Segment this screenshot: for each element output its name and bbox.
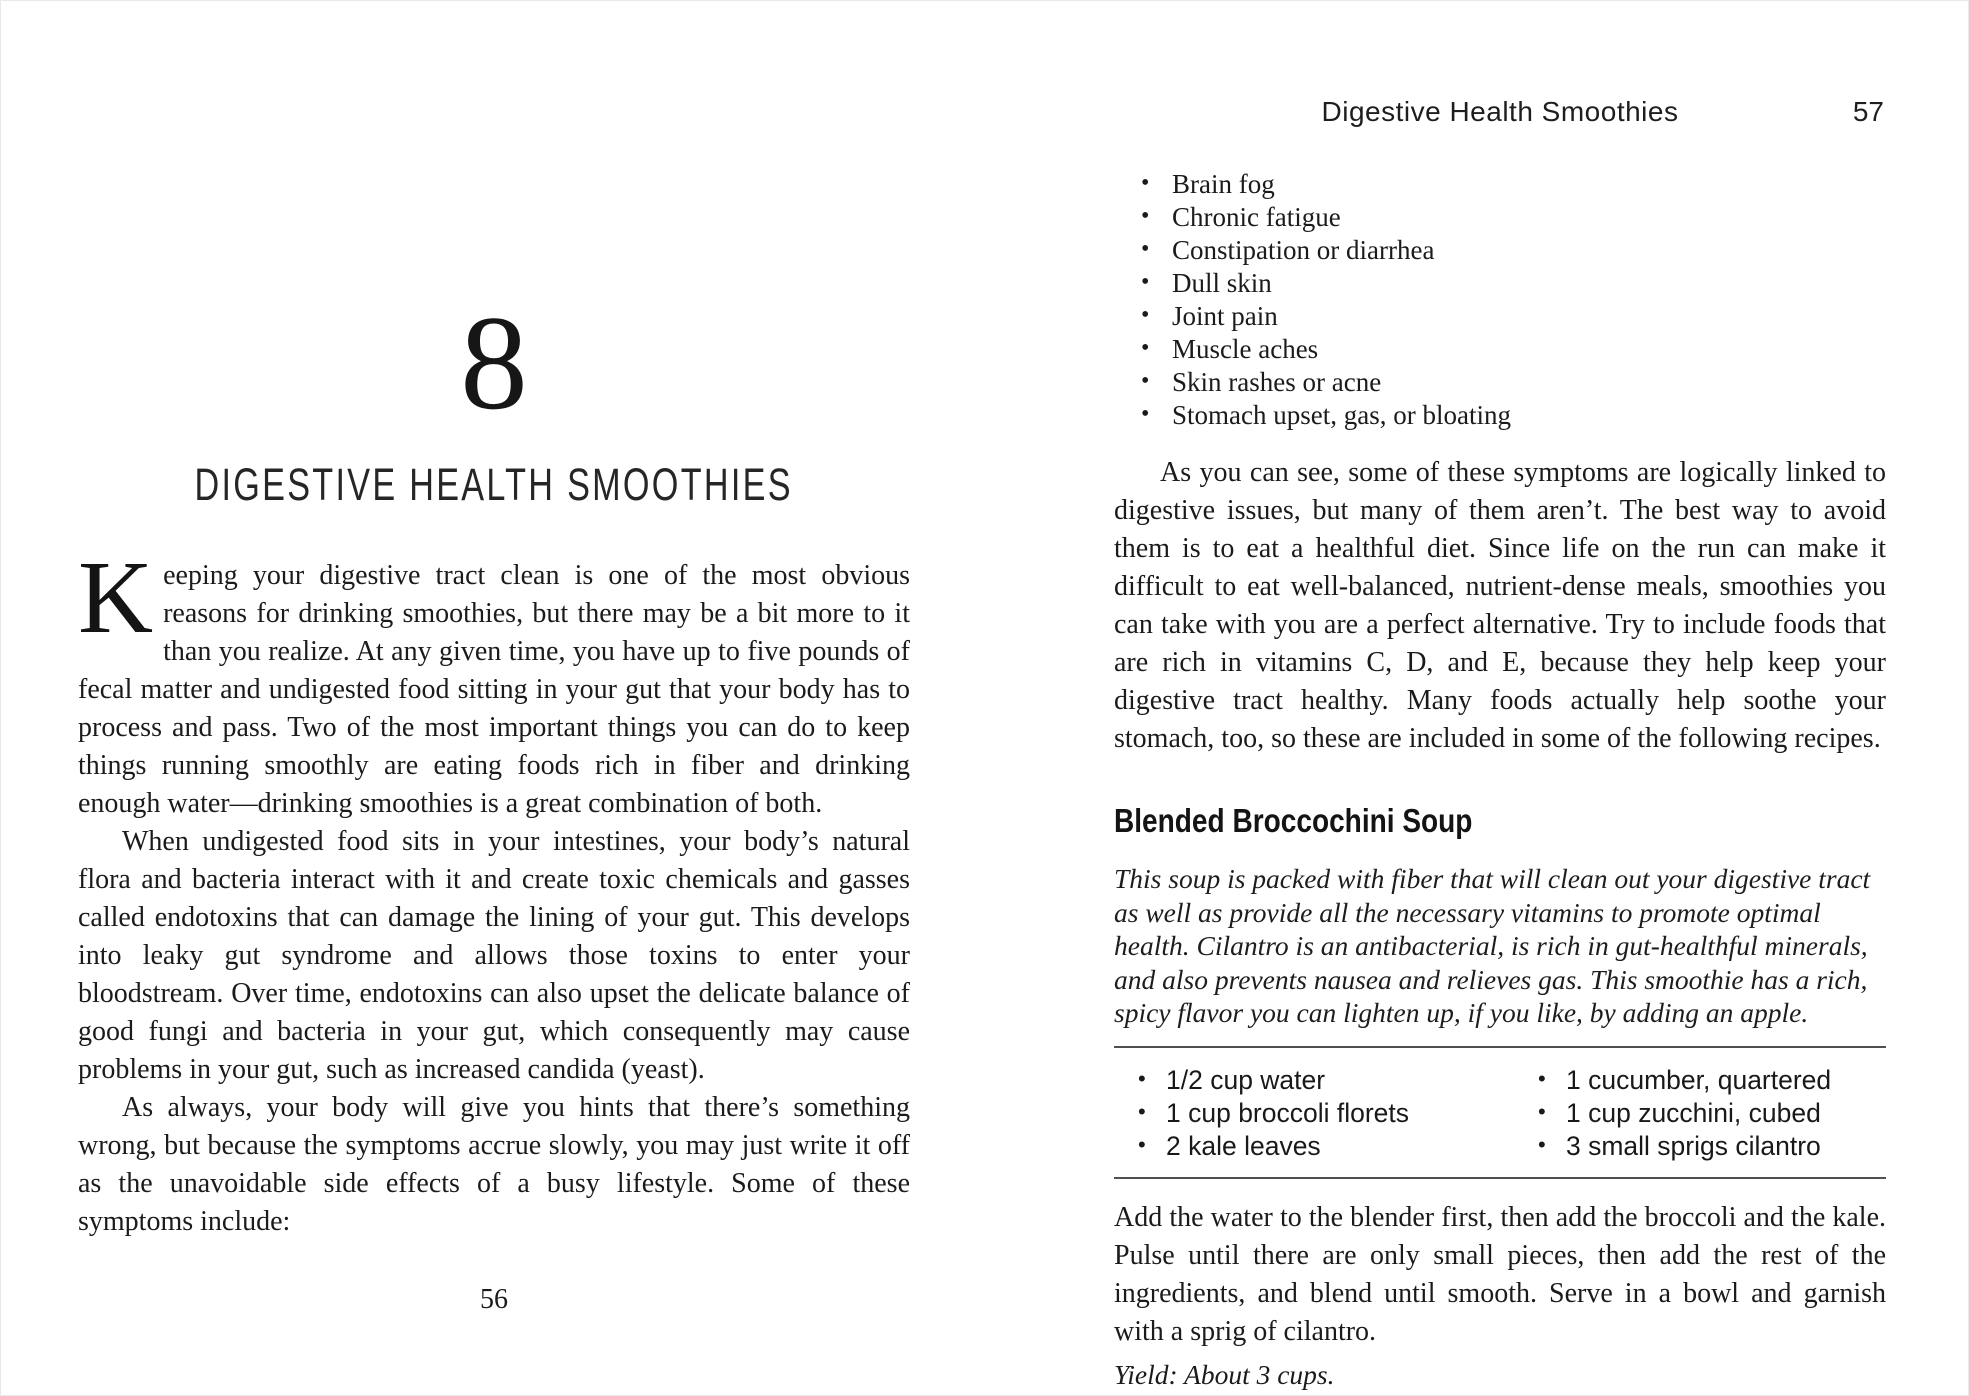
chapter-intro-text [78, 540, 910, 1241]
ingredient-item: • 3 small sprigs cilantro [1514, 1130, 1886, 1163]
symptom-item: • Chronic fatigue [1114, 201, 1886, 234]
intro-paragraph-3: As always, your body will give you hints that there’s something wrong, but because the symptoms accrue slowly, you may just write it off as the unavoidable side effects of a busy lifestyle. Some of these symptoms include: [78, 1092, 910, 1237]
right-page [1114, 0, 1886, 1396]
page-number-left: 56 [480, 1284, 508, 1315]
left-page [78, 0, 910, 1396]
page-number-right: 57 [1852, 96, 1884, 127]
running-head-title: Digestive Health Smoothies [1321, 96, 1679, 127]
intro-paragraph-1 [78, 540, 910, 823]
ingredients-list [1114, 1048, 1886, 1177]
drop-cap: K [78, 540, 154, 655]
intro-paragraph-2: When undigested food sits in your intestines, your body’s natural flora and bacteria interact with it and create toxic chemicals and gasses called endotoxins that can damage the lining of your gut. This develops into leaky gut syndrome and allows those toxins to enter your bloodstream. Over time, endotoxins can also upset the delicate balance of good fungi and bacteria in your gut, which consequently may cause problems in your gut, such as increased candida (yeast). [78, 826, 910, 1085]
recipe-instructions: Add the water to the blender first, then add the broccoli and the kale. Pulse until there are only small pieces, then add the rest of the ingredients, and blend until smooth. Serve in a bowl and garnish with a sprig of cilantro. [1114, 1201, 1886, 1347]
body-paragraph: As you can see, some of these symptoms are logically linked to digestive issues, but many of them aren’t. The best way to avoid them is to eat a healthful diet. Since life on the run can make it difficult to eat well-balanced, nutrient-dense meals, smoothies you can take with you are a perfect alternative. Try to include foods that are rich in vitamins C, D, and E, because they help keep your digestive tract healthy. Many foods actually help soothe your stomach, too, so these are included in some of the following recipes. [1114, 457, 1886, 754]
ingredient-item: • 1 cup broccoli florets [1114, 1097, 1514, 1130]
symptom-item: • Constipation or diarrhea [1114, 234, 1886, 267]
ingredients-column-1 [1114, 1064, 1514, 1163]
ingredient-item: • 1 cucumber, quartered [1514, 1064, 1886, 1097]
symptom-item: • Joint pain [1114, 300, 1886, 333]
symptom-item: • Stomach upset, gas, or bloating [1114, 399, 1886, 432]
recipe-title: Blended Broccochini Soup [1114, 802, 1473, 839]
chapter-title: DIGESTIVE HEALTH SMOOTHIES [194, 459, 794, 510]
symptom-item: • Brain fog [1114, 168, 1886, 201]
ingredients-column-2 [1514, 1064, 1886, 1163]
ingredients-rule-bottom [1114, 1177, 1886, 1179]
intro-paragraph-1-text: eeping your digestive tract clean is one of the most obvious reasons for drinking smoothies, but there may be a bit more to it than you realize. At any given time, you have up to five pounds of fecal matter and undigested food sitting in your gut that your body has to process and pass. Two of the most important things you can do to keep things running smoothly are eating foods rich in fiber and drinking enough water—drinking smoothies is a great combination of both. [78, 560, 910, 819]
recipe-yield: Yield: About 3 cups. [1114, 1358, 1335, 1390]
symptom-item: • Skin rashes or acne [1114, 366, 1886, 399]
symptom-item: • Dull skin [1114, 267, 1886, 300]
symptoms-list [1114, 168, 1886, 432]
ingredient-item: • 2 kale leaves [1114, 1130, 1514, 1163]
running-head [1114, 96, 1886, 130]
symptom-item: • Muscle aches [1114, 333, 1886, 366]
ingredient-item: • 1 cup zucchini, cubed [1514, 1097, 1886, 1130]
chapter-number: 8 [460, 289, 528, 438]
recipe-description: This soup is packed with fiber that will clean out your digestive tract as well as provide all the necessary vitamins to promote optimal health. Cilantro is an antibacterial, is rich in gut-healthful minerals, and also prevents nausea and relieves gas. This smoothie has a rich, spicy flavor you can lighten up, if you like, by adding an apple. [1114, 863, 1871, 1028]
ingredient-item: • 1/2 cup water [1114, 1064, 1514, 1097]
chapter-title-wrap [78, 459, 910, 511]
